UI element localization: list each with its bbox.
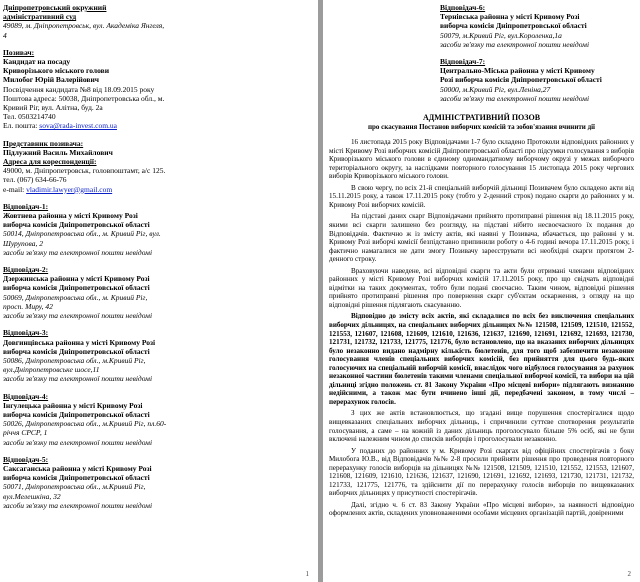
defendant-block [3, 392, 312, 447]
defendant-name: Довгинцівська районна у місті Кривому Розі [3, 337, 156, 347]
defendant-heading: Відповідач-5: [3, 454, 49, 464]
defendant-name: виборча комісія Дніпропетровської області [3, 346, 150, 356]
defendant-address: 50069, Дніпропетровська обл., м. Кривий Ріг, [3, 292, 148, 302]
defendant-contact: засоби зв'язку та електронної пошти невідомі [440, 39, 590, 49]
plaintiff-email-row [3, 121, 312, 130]
defendant-address: 50079, м.Кривий Ріг, вул.Короленка,1а [440, 30, 562, 40]
defendant-name: виборча комісія Дніпропетровської області [3, 473, 150, 483]
defendant-contact: засоби зв'язку та електронної пошти невідомі [3, 374, 153, 384]
document-page-1 [0, 0, 318, 582]
defendant-heading: Відповідач-3: [3, 328, 49, 338]
plaintiff-line: Посвідчення кандидата №8 від 18.09.2015 року [3, 84, 155, 94]
defendant-block [3, 202, 312, 257]
defendant-address: 50000, м.Кривий Ріг, вул.Леніна,27 [440, 84, 551, 94]
defendant-address: вул.Мелешкіна, 32 [3, 491, 61, 501]
plaintiff-line: Кривий Ріг, вул. Алітна, буд. 2а [3, 103, 103, 113]
defendant-contact: засоби зв'язку та електронної пошти невідомі [3, 311, 153, 321]
document-page-2 [323, 0, 640, 582]
court-name: Дніпропетровський окружний [3, 3, 107, 12]
representative-phone: тел. (067) 634-66-76 [3, 175, 67, 185]
plaintiff-line: Поштова адреса: 50038, Дніпропетровська обл., м. [3, 93, 165, 103]
page-number: 1 [305, 570, 309, 578]
defendant-name: Центрально-Міська районна у місті Кривому [440, 66, 595, 76]
defendant-block [3, 455, 312, 510]
body-paragraph: В свою чергу, по всіх 21-й спеціальній виборчій дільниці Позивачем було складено акти від 15.11.2015 року, а також 17.11.2015 року (тобто у 2-денний строк) подано скарги до районних у м. Кривому Розі виборчих комісій. [329, 183, 634, 209]
document-subtitle: про скасування Постанов виборчих комісій та зобов'язання вчинити дії [367, 123, 596, 132]
representative-block [3, 139, 312, 194]
representative-address-label: Адреса для кореспонденції: [3, 157, 97, 167]
defendant-name: Дзержинська районна у місті Кривому Розі [3, 274, 150, 284]
body-paragraph: 16 листопада 2015 року Відповідачами 1-7 було складено Протоколи відповідних районних у місті Кривому Розі виборчих комісій Дніпропетровської області про підсумки голосування з виборів Криворізького міського голови в єдиному одномандатному виборчому окрузі у межах виборчого територіального округу, за наслідками повторного голосування 15 листопада 2015 року чергових виборів Криворізького міського голови. [329, 138, 634, 181]
body-paragraph-emphasis: Відповідно до змісту всіх актів, які складалися по всіх без виключення спеціальних виборчих дільницях, на спеціальних виборчих дільницях №№ 121508, 121509, 121510, 121552, 121553, 121607, 121608, 121609, 121610, 121636, 121637, 121690, 121691, 121692, 121693, 121730, 121731, 121732, 121733, 121775, 121776, було встановлено, що на вказаних виборчих дільницях було незаконно видано надмірну кількість бюлетенів, для того щоб забезпечити незаконне голосування членів спеціальних виборчих комісій, без прийняття для цього будь-яких голосуючих на спеціальній виборчій комісії, внаслідок чого відбулося голосування за рахунок незаконної частини бюлетенів такими членами спеціальної виборчої комісії, та вибори на цій дільниці згідно положень ст. 81 Закону України «Про місцеві вибори» підлягають визнанню недійсними, а також має бути вчинено інші дії, передбачені законом, в тому числі – перерахунок голосів. [329, 312, 634, 406]
document-title: АДМІНІСТРАТИВНИЙ ПОЗОВ [422, 113, 541, 123]
defendant-heading: Відповідач-2: [3, 265, 49, 275]
defendant-name: Жовтнева районна у місті Кривому Розі [3, 211, 138, 221]
defendant-address: 50086, Дніпропетровська обл., м.Кривий Ріг, [3, 355, 146, 365]
defendant-heading: Відповідач-6: [440, 3, 486, 12]
body-paragraph: Враховуючи наведене, всі відповідні скарги та акти були отримані членами відповідних районних у місті Кривому Розі виборчих комісій 17.11.2015 року, про що свідчать відповідні відмітки на таких документах, тобто були подані своєчасно. Таким чином, відповідні рішення прийнято протиправні рішення про повернення скарг суб'єктам оскарження, з огляду на що відповідні рішення підлягають скасуванню. [329, 266, 634, 309]
body-paragraph: На підставі даних скарг Відповідачами прийнято протиправні рішення від 18.11.2015 року, якими всі скарги залишено без розгляду, на підставі нібито несвоєчасного їх подання до Відповідачів. Фактично ж із змісту актів, які наявні у Позивача, вбачається, що районні у м. Кривому Розі виборчі комісії безпідставно припинили роботу о 4-6 годині вечора 17.11.2015 року, і фактично намагалися не дати змогу Позивачу зареєструвати всі необхідні скарги протягом 2-денного строку. [329, 212, 634, 264]
representative-email-label: e-mail: [3, 184, 25, 194]
defendant-address: 50026, Дніпропетровська обл., м.Кривий Ріг, пл.60- [3, 419, 167, 429]
plaintiff-email-link[interactable]: sova@rada-invest.com.ua [39, 121, 117, 131]
defendant-name: виборча комісія Дніпропетровської області [3, 409, 150, 419]
defendant-contact: засоби зв'язку та електронної пошти невідомі [440, 93, 590, 103]
plaintiff-block [3, 48, 312, 131]
defendant-name: Саксаганська районна у місті Кривому Розі [3, 463, 152, 473]
plaintiff-line: Кандидат на посаду [3, 57, 71, 67]
defendant-block [440, 57, 634, 103]
body-paragraph: З цих же актів встановлюється, що згадані вище порушення спостерігалися щодо вищевказаних спеціальних виборчих дільниць, і спричинили суттєве спотворення результатів голосування, а саме – на кожній із даних дільниць проголосувало більше 5% осіб, які не були включені належним чином до списків виборців і проголосували незаконно. [329, 409, 634, 444]
court-address-2: 4 [3, 30, 7, 40]
defendant-address: річчя СРСР, 1 [3, 428, 48, 438]
defendant-name: виборча комісія Дніпропетровської області [440, 21, 587, 31]
plaintiff-phone: Тел. 0503214740 [3, 112, 56, 122]
plaintiff-email-label: Ел. пошта: [3, 121, 38, 131]
defendant-address: вул.Дніпропетровське шосе,11 [3, 365, 100, 375]
defendant-name: виборча комісія Дніпропетровської області [3, 283, 150, 293]
defendant-contact: засоби зв'язку та електронної пошти невідомі [3, 247, 153, 257]
defendant-address: 50014, Дніпропетровська обл., м. Кривий Ріг, вул. [3, 229, 161, 239]
defendant-name: Інгулецька районна у місті Кривому Розі [3, 400, 143, 410]
page-number: 2 [627, 570, 631, 578]
defendant-heading: Відповідач-1: [3, 201, 49, 211]
defendant-name: виборча комісія Дніпропетровської області [3, 220, 150, 230]
representative-address: 49000, м. Дніпропетровськ, головпоштамт, а/с 125. [3, 166, 166, 176]
representative-name: Підлужний Василь Михайлович [3, 147, 113, 157]
defendant-address: Шурупова, 2 [3, 238, 43, 248]
defendant-contact: засоби зв'язку та електронної пошти невідомі [3, 437, 153, 447]
body-paragraph: У поданих до районних у м. Кривому Розі скаргах від офіційних спостерігачів з боку Милобога Ю.В., від Відповідачів №№ 2-8 просили прийняти рішення про проведення повторного перерахунку голосів виборців на дільницях №№ 121508, 121509, 121510, 121552, 121553, 121607, 121608, 121609, 121610, 121636, 121637, 121690, 121691, 121692, 121693, 121730, 121731, 121732, 121733, 121775, 121776, та здійснити дії по перерахунку голосів виборців по вищевказаних виборчих дільницях у присутності спостерігачів. [329, 446, 634, 498]
defendant-block [3, 265, 312, 320]
defendant-block [440, 3, 634, 49]
representative-email-row [3, 185, 312, 194]
plaintiff-name: Милобог Юрій Валерійович [3, 75, 100, 85]
body-paragraph: Далі, згідно ч. 6 ст. 83 Закону України «Про місцеві вибори», за наявності відповідно оформлених актів, складених уповноваженими особами місцевих організацій партій, довіреними [329, 500, 634, 518]
representative-email-link[interactable]: vladimir.lawyer@gmail.com [26, 184, 113, 194]
court-block [3, 3, 312, 40]
representative-heading: Представник позивача: [3, 138, 84, 148]
defendant-block [3, 328, 312, 383]
defendant-name: Розі виборча комісія Дніпропетровської області [440, 75, 602, 85]
defendant-heading: Відповідач-4: [3, 391, 49, 401]
plaintiff-line: Криворізького міського голови [3, 66, 110, 76]
court-name-2: адміністративний суд [3, 12, 77, 22]
defendant-heading: Відповідач-7: [440, 57, 486, 67]
defendant-address: 50071, Дніпропетровська обл., м.Кривий Ріг, [3, 482, 146, 492]
court-address: 49089, м. Дніпропетровськ, вул. Академіка Янгеля, [3, 21, 165, 31]
defendant-address: просп. Миру, 42 [3, 301, 53, 311]
defendant-name: Тернівська районна у місті Кривому Розі [440, 12, 580, 22]
defendant-contact: засоби зв'язку та електронної пошти невідомі [3, 500, 153, 510]
plaintiff-heading: Позивач: [3, 47, 35, 57]
